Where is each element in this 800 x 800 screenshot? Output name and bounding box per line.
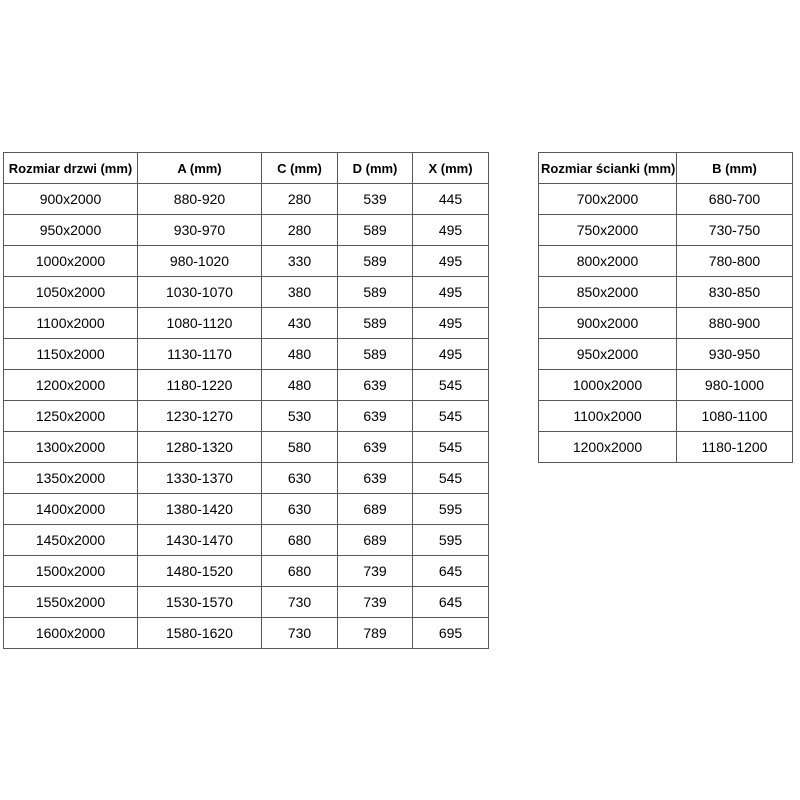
table-cell: 639 (338, 432, 413, 463)
table-cell: 950x2000 (4, 215, 138, 246)
table-cell: 589 (338, 308, 413, 339)
table-cell: 430 (262, 308, 338, 339)
table-cell: 589 (338, 339, 413, 370)
table-cell: 545 (413, 370, 489, 401)
table-cell: 495 (413, 339, 489, 370)
table-cell: 789 (338, 618, 413, 649)
table-row (4, 556, 489, 587)
table-cell: 1480-1520 (138, 556, 262, 587)
table-cell: 495 (413, 215, 489, 246)
table-cell: 545 (413, 432, 489, 463)
table-cell: 880-900 (677, 308, 793, 339)
table-cell: 800x2000 (539, 246, 677, 277)
table-cell: 595 (413, 525, 489, 556)
table-cell: 589 (338, 246, 413, 277)
table-cell: 639 (338, 401, 413, 432)
table-cell: 730-750 (677, 215, 793, 246)
header-row (539, 153, 793, 184)
table-cell: 380 (262, 277, 338, 308)
table-row (539, 246, 793, 277)
table-cell: 589 (338, 215, 413, 246)
table-cell: 930-950 (677, 339, 793, 370)
table-cell: 530 (262, 401, 338, 432)
header-row (4, 153, 489, 184)
table-cell: 1580-1620 (138, 618, 262, 649)
table-row (4, 432, 489, 463)
table-cell: 480 (262, 370, 338, 401)
table-cell: 1400x2000 (4, 494, 138, 525)
table-cell: 630 (262, 463, 338, 494)
table-cell: 645 (413, 587, 489, 618)
table-cell: 1000x2000 (539, 370, 677, 401)
table-cell: 1080-1100 (677, 401, 793, 432)
table-cell: 1000x2000 (4, 246, 138, 277)
table-cell: 1230-1270 (138, 401, 262, 432)
table-cell: 680 (262, 556, 338, 587)
table-row (539, 308, 793, 339)
table-cell: 930-970 (138, 215, 262, 246)
table-cell: 1050x2000 (4, 277, 138, 308)
table-row (4, 215, 489, 246)
table-cell: 850x2000 (539, 277, 677, 308)
table-row (4, 339, 489, 370)
table-cell: 1250x2000 (4, 401, 138, 432)
table-cell: 1550x2000 (4, 587, 138, 618)
table-cell: 880-920 (138, 184, 262, 215)
table-cell: 1130-1170 (138, 339, 262, 370)
table-cell: 750x2000 (539, 215, 677, 246)
table-cell: 1530-1570 (138, 587, 262, 618)
table-cell: 1280-1320 (138, 432, 262, 463)
table-cell: 695 (413, 618, 489, 649)
table-row (539, 184, 793, 215)
table-row (4, 246, 489, 277)
table-row (539, 401, 793, 432)
table-cell: 645 (413, 556, 489, 587)
table-cell: 480 (262, 339, 338, 370)
table-row (4, 463, 489, 494)
table-cell: 830-850 (677, 277, 793, 308)
table-cell: 739 (338, 556, 413, 587)
header-cell: X (mm) (413, 153, 489, 184)
table-row (4, 587, 489, 618)
table-cell: 1080-1120 (138, 308, 262, 339)
table-cell: 730 (262, 618, 338, 649)
header-cell: Rozmiar drzwi (mm) (4, 153, 138, 184)
table-cell: 280 (262, 215, 338, 246)
table-cell: 1030-1070 (138, 277, 262, 308)
table-cell: 1430-1470 (138, 525, 262, 556)
table-cell: 980-1020 (138, 246, 262, 277)
table-cell: 1380-1420 (138, 494, 262, 525)
table-cell: 700x2000 (539, 184, 677, 215)
table-cell: 730 (262, 587, 338, 618)
table-cell: 980-1000 (677, 370, 793, 401)
table-row (4, 308, 489, 339)
table-cell: 630 (262, 494, 338, 525)
table-cell: 1200x2000 (539, 432, 677, 463)
door-size-table (3, 152, 489, 649)
table-row (539, 215, 793, 246)
table-cell: 900x2000 (539, 308, 677, 339)
table-cell: 445 (413, 184, 489, 215)
table-cell: 1450x2000 (4, 525, 138, 556)
table-cell: 1180-1200 (677, 432, 793, 463)
table-cell: 900x2000 (4, 184, 138, 215)
table-row (4, 525, 489, 556)
table-cell: 1100x2000 (539, 401, 677, 432)
table-row (539, 370, 793, 401)
table-cell: 580 (262, 432, 338, 463)
wall-size-table (538, 152, 793, 463)
header-cell: A (mm) (138, 153, 262, 184)
table-cell: 589 (338, 277, 413, 308)
table-cell: 1180-1220 (138, 370, 262, 401)
size-tables-container (3, 152, 793, 649)
table-cell: 1350x2000 (4, 463, 138, 494)
table-row (539, 432, 793, 463)
table-cell: 539 (338, 184, 413, 215)
table-cell: 1330-1370 (138, 463, 262, 494)
header-cell: B (mm) (677, 153, 793, 184)
header-cell: D (mm) (338, 153, 413, 184)
table-cell: 780-800 (677, 246, 793, 277)
table-cell: 639 (338, 370, 413, 401)
header-cell: C (mm) (262, 153, 338, 184)
table-row (4, 370, 489, 401)
table-cell: 1100x2000 (4, 308, 138, 339)
table-row (4, 494, 489, 525)
header-cell: Rozmiar ścianki (mm) (539, 153, 677, 184)
table-cell: 595 (413, 494, 489, 525)
table-cell: 1600x2000 (4, 618, 138, 649)
table-row (539, 277, 793, 308)
table-cell: 680-700 (677, 184, 793, 215)
table-cell: 330 (262, 246, 338, 277)
table-row (4, 618, 489, 649)
table-cell: 1500x2000 (4, 556, 138, 587)
table-cell: 280 (262, 184, 338, 215)
table-cell: 1200x2000 (4, 370, 138, 401)
table-cell: 495 (413, 246, 489, 277)
table-cell: 1150x2000 (4, 339, 138, 370)
table-row (4, 401, 489, 432)
table-row (539, 339, 793, 370)
table-cell: 495 (413, 277, 489, 308)
table-cell: 950x2000 (539, 339, 677, 370)
table-row (4, 277, 489, 308)
table-cell: 739 (338, 587, 413, 618)
table-cell: 545 (413, 463, 489, 494)
table-row (4, 184, 489, 215)
table-cell: 689 (338, 525, 413, 556)
table-cell: 639 (338, 463, 413, 494)
table-cell: 495 (413, 308, 489, 339)
table-cell: 545 (413, 401, 489, 432)
table-cell: 1300x2000 (4, 432, 138, 463)
table-cell: 680 (262, 525, 338, 556)
table-cell: 689 (338, 494, 413, 525)
